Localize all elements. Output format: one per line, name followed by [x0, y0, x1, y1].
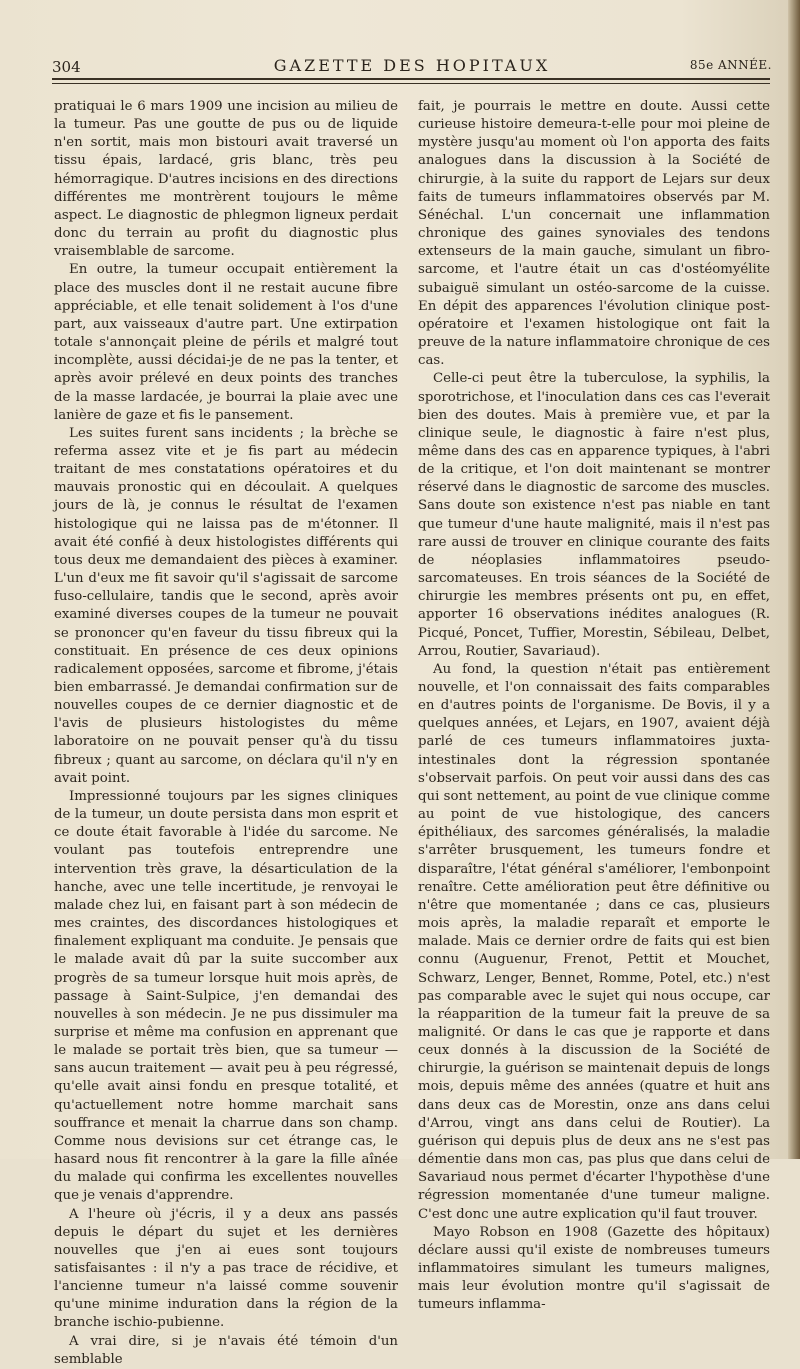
header-rule-thick: [52, 78, 770, 80]
paragraph: Les suites furent sans incidents ; la brèche se referma assez vite et je fis part au médecin traitant de mes constatations opératoires et du mauvais pronostic qui en découlait. A quelques jours de là, je connus le résultat de l'examen histologique qui ne laissa pas de m'étonner. Il avait été confié à deux histologistes différents qui tous deux me demandaient des pièces à examiner. L'un d'eux me fit savoir qu'il s'agissait de sarcome fuso-cellulaire, tandis que le second, après avoir examiné diverses coupes de la tumeur ne pouvait se prononcer qu'en faveur du tissu fibreux qui la constituait. En présence de ces deux opinions radicalement opposées, sarcome et fibrome, j'étais bien embarrassé. Je demandai confirmation sur de nouvelles coupes de ce dernier diagnostic et de l'avis de plusieurs histologistes du même laboratoire on ne pouvait penser qu'à du tissu fibreux ; quant au sarcome, on déclara qu'il n'y en avait point.: [54, 425, 398, 786]
right-column: [418, 98, 770, 1313]
page-header: [52, 56, 772, 78]
page-edge-shadow: [788, 0, 800, 1159]
paragraph: Celle-ci peut être la tuberculose, la syphilis, la sporotrichose, et l'inoculation dans ces cas l'everait bien des doutes. Mais à première vue, et par la clinique seule, le diagnostic à faire n'est plus, même dans des cas en apparence typiques, à l'abri de la critique, et l'on doit maintenant se montrer réservé dans le diagnostic de sarcome des muscles. Sans doute son existence n'est pas niable en tant que tumeur d'une haute malignité, mais il n'est pas rare aussi de trouver en clinique courante des faits de néoplasies inflammatoires pseudo-sarcomateuses. En trois séances de la Société de chirurgie les membres présents ont pu, en effet, apporter 16 observations inédites analogues (R. Picqué, Poncet, Tuffier, Morestin, Sébileau, Delbet, Arrou, Routier, Savariaud).: [418, 371, 770, 659]
journal-title: GAZETTE DES HOPITAUX: [273, 56, 551, 75]
paragraph: Impressionné toujours par les signes cliniques de la tumeur, un doute persista dans mon esprit et ce doute était favorable à l'idée du sarcome. Ne voulant pas toutefois entreprendre une intervention très grave, la désarticulation de la hanche, avec une telle incertitude, je renvoyai le malade chez lui, en faisant part à son médecin de mes craintes, des discordances histologiques et finalement expliquant ma conduite. Je pensais que le malade avait dû par la suite succomber aux progrès de sa tumeur lorsque huit mois après, de passage à Saint-Sulpice, j'en demandai des nouvelles à son médecin. Je ne pus dissimuler ma surprise et même ma confusion en apprenant que le malade se portait très bien, que sa tumeur — sans aucun traitement — avait peu à peu régressé, qu'elle avait ainsi fondu en presque totalité, et qu'actuellement notre homme marchait sans souffrance et menait la charrue dans son champ. Comme nous devisions sur cet étrange cas, le hasard nous fit rencontrer à la gare la fille aînée du malade qui confirma les excellentes nouvelles que je venais d'apprendre.: [54, 788, 398, 1204]
paragraph: Mayo Robson en 1908 (Gazette des hôpitaux) déclare aussi qu'il existe de nombreuses tumeurs inflammatoires simulant les tumeurs malignes, mais leur évolution montre qu'il s'agissait de tumeurs inflamma-: [418, 1224, 770, 1313]
paragraph: A vrai dire, si je n'avais été témoin d'un semblable: [54, 1333, 398, 1367]
page-number: 304: [52, 58, 81, 76]
header-rule-thin: [52, 83, 770, 84]
volume-year: 85e ANNÉE.: [689, 58, 772, 72]
paragraph: fait, je pourrais le mettre en doute. Aussi cette curieuse histoire demeura-t-elle pour moi pleine de mystère jusqu'au moment où l'on apporta des faits analogues dans la discussion à la Société de chirurgie, à la suite du rapport de Lejars sur deux faits de tumeurs inflammatoires observés par M. Sénéchal. L'un concernait une inflammation chronique des gaines synoviales des tendons extenseurs de la main gauche, simulant un fibro-sarcome, et l'autre était un cas d'ostéomyélite subaiguë simulant un ostéo-sarcome de la cuisse. En dépit des apparences l'évolution clinique post-opératoire et l'examen histologique ont fait la preuve de la nature inflammatoire chronique de ces cas.: [418, 99, 770, 369]
paragraph: A l'heure où j'écris, il y a deux ans passés depuis le départ du sujet et les dernières nouvelles que j'en ai eues sont toujours satisfaisantes : il n'y a pas trace de récidive, et l'ancienne tumeur n'a laissé comme souvenir qu'une minime induration dans la région de la branche ischio-pubienne.: [54, 1206, 398, 1331]
paragraph: En outre, la tumeur occupait entièrement la place des muscles dont il ne restait aucune fibre appréciable, et elle tenait solidement à l'os d'une part, aux vaisseaux d'autre part. Une extirpation totale s'annonçait pleine de périls et malgré tout incomplète, aussi décidai-je de ne pas la tenter, et après avoir prélevé en deux points des tranches de la masse lardacée, je bourrai la plaie avec une lanière de gaze et fis le pansement.: [54, 262, 398, 423]
left-column: [54, 98, 399, 1367]
paragraph: pratiquai le 6 mars 1909 une incision au milieu de la tumeur. Pas une goutte de pus ou de liquide n'en sortit, mais mon bistouri avait traversé un tissu épais, lardacé, gris blanc, très peu hémorragique. D'autres incisions en des directions différentes me montrèrent toujours le même aspect. Le diagnostic de phlegmon ligneux perdait donc du terrain au profit du diagnostic plus vraisemblable de sarcome.: [54, 99, 399, 260]
paragraph: Au fond, la question n'était pas entièrement nouvelle, et l'on connaissait des faits comparables en d'autres points de l'organisme. De Bovis, il y a quelques années, et Lejars, en 1907, avaient déjà parlé de ces tumeurs inflammatoires juxta-intestinales dont la régression spontanée s'observait parfois. On peut voir aussi dans des cas qui sont nettement, au point de vue clinique comme au point de vue histologique, des cancers épithéliaux, des sarcomes généralisés, la maladie s'arrêter brusquement, les tumeurs fondre et disparaître, l'état général s'améliorer, l'embonpoint renaître. Cette amélioration peut être définitive ou n'être que momentanée ; dans ce cas, plusieurs mois après, la maladie reparaît et emporte le malade. Mais ce dernier ordre de faits qui est bien connu (Auguenur, Frenot, Pettit et Mouchet, Schwarz, Lenger, Bennet, Romme, Potel, etc.) n'est pas comparable avec le sujet qui nous occupe, car la réapparition de la tumeur fait la preuve de sa malignité. Or dans le cas que je rapporte et dans ceux donnés à la discussion de la Société de chirurgie, la guérison se maintenait depuis de longs mois, depuis même des années (quatre et huit ans dans deux cas de Morestin, onze ans dans celui d'Arrou, vingt ans dans celui de Routier). La guérison qui depuis plus de deux ans ne s'est pas démentie dans mon cas, pas plus que dans celui de Savariaud nous permet d'écarter l'hypothèse d'une régression momentanée d'une tumeur maligne. C'est donc une autre explication qu'il faut trouver.: [418, 661, 770, 1222]
